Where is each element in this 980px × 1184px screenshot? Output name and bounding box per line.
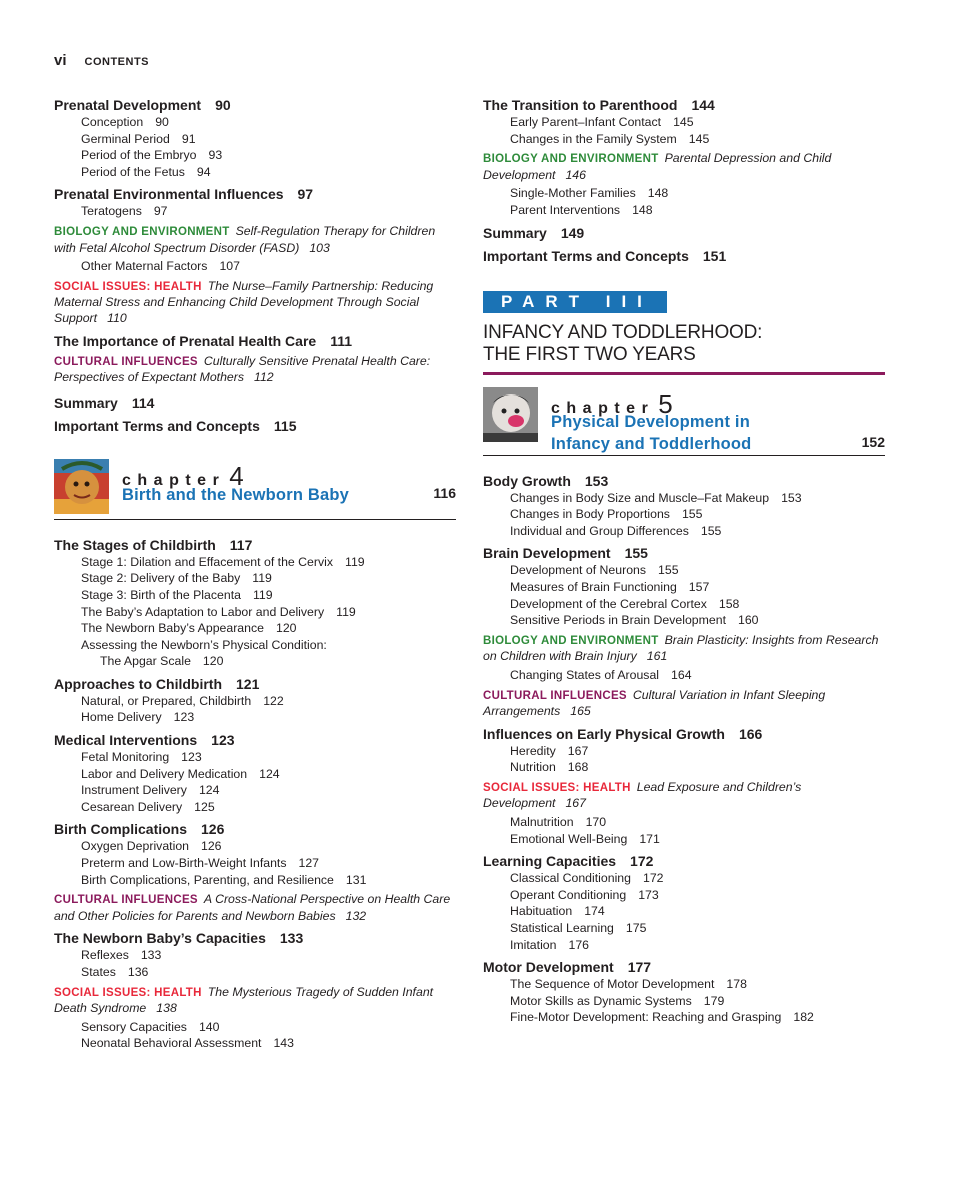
- toc-sub-entry[interactable]: The Baby’s Adaptation to Labor and Delivery 119: [81, 604, 356, 619]
- toc-sub-entry[interactable]: Parent Interventions 148: [510, 202, 653, 217]
- running-head: [54, 52, 149, 70]
- feature-label: BIOLOGY AND ENVIRONMENT: [483, 153, 659, 166]
- feature-box-entry[interactable]: SOCIAL ISSUES: HEALTH The Nurse–Family Partnership: Reducing Maternal Stress and Enhancing Child Development Through Social Support 110: [54, 278, 434, 325]
- toc-sub-entry[interactable]: Malnutrition 170: [510, 815, 607, 830]
- toc-main-entry[interactable]: Medical Interventions 123: [54, 732, 235, 749]
- chapter-title: Physical Development in Infancy and Toddlerhood: [551, 412, 752, 453]
- chapter-page: 116: [433, 484, 456, 501]
- toc-sub-entry[interactable]: Oxygen Deprivation 126: [81, 839, 222, 854]
- chapter-number: 5: [658, 388, 673, 419]
- toc-sub-entry[interactable]: Labor and Delivery Medication 124: [81, 766, 280, 781]
- toc-sub-entry[interactable]: Birth Complications, Parenting, and Resilience 131: [81, 872, 367, 887]
- chapter-thumbnail-image: [54, 459, 109, 514]
- toc-sub-entry[interactable]: Statistical Learning 175: [510, 921, 647, 936]
- toc-sub-entry[interactable]: Conception 90: [81, 115, 169, 129]
- toc-sub-entry[interactable]: Period of the Fetus 94: [81, 164, 211, 179]
- toc-sub-entry[interactable]: Stage 3: Birth of the Placenta 119: [81, 587, 273, 602]
- chapter-heading[interactable]: [54, 457, 456, 520]
- toc-main-entry[interactable]: Summary 149: [483, 224, 585, 241]
- feature-box-entry[interactable]: CULTURAL INFLUENCES Cultural Variation in Infant Sleeping Arrangements 165: [483, 687, 826, 719]
- toc-main-entry[interactable]: Influences on Early Physical Growth 166: [483, 725, 763, 742]
- toc-main-entry[interactable]: Prenatal Development 90: [54, 97, 231, 113]
- toc-sub-entry[interactable]: Stage 1: Dilation and Effacement of the Cervix 119: [81, 554, 365, 569]
- toc-main-entry[interactable]: Body Growth 153: [483, 472, 609, 489]
- toc-right-column: [483, 96, 885, 1026]
- part-title: INFANCY AND TODDLERHOOD: THE FIRST TWO YEARS: [483, 321, 763, 365]
- toc-sub-entry[interactable]: Home Delivery 123: [81, 710, 195, 725]
- toc-main-entry[interactable]: Summary 114: [54, 394, 155, 411]
- toc-sub-entry[interactable]: Germinal Period 91: [81, 131, 196, 146]
- toc-main-entry[interactable]: The Transition to Parenthood 144: [483, 97, 715, 113]
- page-number: vi: [54, 52, 67, 69]
- chapter-label: chapter 5: [551, 388, 673, 419]
- toc-sub-entry[interactable]: Other Maternal Factors 107: [81, 259, 240, 274]
- feature-label: CULTURAL INFLUENCES: [54, 355, 198, 368]
- toc-sub-entry[interactable]: Changing States of Arousal 164: [510, 667, 692, 682]
- running-head-title: CONTENTS: [84, 56, 150, 68]
- toc-sub-entry[interactable]: Early Parent–Infant Contact 145: [510, 115, 694, 129]
- toc-left-column: [54, 96, 456, 1052]
- toc-sub-entry[interactable]: Sensitive Periods in Brain Development 160: [510, 613, 759, 628]
- toc-sub-entry[interactable]: Changes in Body Size and Muscle–Fat Makeup 153: [510, 490, 802, 505]
- chapter-title: Birth and the Newborn Baby: [122, 485, 350, 504]
- toc-sub-entry[interactable]: Sensory Capacities 140: [81, 1019, 220, 1034]
- toc-sub-entry-continued[interactable]: The Apgar Scale 120: [100, 654, 224, 669]
- toc-sub-entry[interactable]: Changes in the Family System 145: [510, 131, 710, 146]
- toc-sub-entry[interactable]: Single-Mother Families 148: [510, 186, 669, 201]
- feature-label: SOCIAL ISSUES: HEALTH: [483, 781, 631, 794]
- chapter-thumbnail-image: [483, 387, 538, 442]
- chapter-label: chapter 4: [122, 460, 244, 491]
- toc-sub-entry[interactable]: Fetal Monitoring 123: [81, 750, 202, 765]
- part-label: PART III: [483, 291, 667, 313]
- chapter-heading[interactable]: [483, 385, 885, 456]
- toc-sub-entry[interactable]: Development of the Cerebral Cortex 158: [510, 596, 740, 611]
- toc-sub-entry[interactable]: The Sequence of Motor Development 178: [510, 977, 747, 992]
- feature-box-entry[interactable]: BIOLOGY AND ENVIRONMENT Parental Depression and Child Development 146: [483, 151, 832, 182]
- toc-sub-entry[interactable]: Fine-Motor Development: Reaching and Grasping 182: [510, 1010, 814, 1025]
- toc-sub-entry[interactable]: Measures of Brain Functioning 157: [510, 579, 710, 594]
- toc-main-entry[interactable]: Prenatal Environmental Influences 97: [54, 186, 314, 203]
- feature-box-entry[interactable]: SOCIAL ISSUES: HEALTH Lead Exposure and Children’s Development 167: [483, 779, 802, 811]
- feature-label: SOCIAL ISSUES: HEALTH: [54, 280, 202, 293]
- feature-label: CULTURAL INFLUENCES: [483, 689, 627, 702]
- toc-sub-entry[interactable]: Neonatal Behavioral Assessment 143: [81, 1036, 294, 1051]
- toc-sub-entry[interactable]: Development of Neurons 155: [510, 563, 679, 578]
- toc-sub-entry[interactable]: Nutrition 168: [510, 760, 589, 775]
- toc-sub-entry[interactable]: Motor Skills as Dynamic Systems 179: [510, 993, 725, 1008]
- toc-main-entry[interactable]: The Stages of Childbirth 117: [54, 536, 253, 553]
- feature-box-entry[interactable]: BIOLOGY AND ENVIRONMENT Brain Plasticity: Insights from Research on Children with Brain Injury 161: [483, 632, 879, 664]
- toc-sub-entry[interactable]: Classical Conditioning 172: [510, 871, 664, 886]
- toc-sub-entry[interactable]: Preterm and Low-Birth-Weight Infants 127: [81, 856, 320, 871]
- feature-box-entry[interactable]: CULTURAL INFLUENCES Culturally Sensitive Prenatal Health Care: Perspectives of Expectant Mothers 112: [54, 353, 431, 385]
- toc-sub-entry[interactable]: The Newborn Baby’s Appearance 120: [81, 621, 297, 636]
- toc-main-entry[interactable]: Approaches to Childbirth 121: [54, 675, 260, 692]
- toc-sub-entry[interactable]: States 136: [81, 965, 149, 979]
- toc-sub-entry[interactable]: Instrument Delivery 124: [81, 783, 220, 798]
- chapter-number: 4: [229, 460, 244, 491]
- part-heading[interactable]: [483, 291, 885, 375]
- feature-label: CULTURAL INFLUENCES: [54, 894, 198, 907]
- feature-box-entry[interactable]: CULTURAL INFLUENCES A Cross-National Perspective on Health Care and Other Policies for Parents and Newborn Babies 132: [54, 892, 451, 923]
- toc-main-entry[interactable]: Motor Development 177: [483, 959, 652, 976]
- toc-main-entry[interactable]: The Importance of Prenatal Health Care 111: [54, 332, 353, 349]
- toc-sub-entry[interactable]: Teratogens 97: [81, 204, 168, 219]
- feature-label: BIOLOGY AND ENVIRONMENT: [54, 225, 230, 238]
- chapter-page: 152: [861, 433, 885, 450]
- feature-box-entry[interactable]: SOCIAL ISSUES: HEALTH The Mysterious Tragedy of Sudden Infant Death Syndrome 138: [54, 984, 434, 1016]
- toc-sub-entry[interactable]: Operant Conditioning 173: [510, 887, 659, 902]
- toc-sub-entry[interactable]: Assessing the Newborn’s Physical Condition:: [81, 637, 327, 652]
- feature-label: BIOLOGY AND ENVIRONMENT: [483, 634, 659, 647]
- toc-sub-entry[interactable]: Stage 2: Delivery of the Baby 119: [81, 571, 272, 586]
- feature-box-entry[interactable]: BIOLOGY AND ENVIRONMENT Self-Regulation Therapy for Children with Fetal Alcohol Spectrum Disorder (FASD) 103: [54, 223, 436, 255]
- feature-label: SOCIAL ISSUES: HEALTH: [54, 986, 202, 999]
- toc-sub-entry[interactable]: Individual and Group Differences 155: [510, 523, 722, 538]
- toc-main-entry[interactable]: Brain Development 155: [483, 545, 648, 562]
- toc-main-entry[interactable]: Important Terms and Concepts 115: [54, 417, 297, 434]
- toc-sub-entry[interactable]: Habituation 174: [510, 904, 605, 919]
- toc-main-entry[interactable]: Learning Capacities 172: [483, 853, 654, 870]
- toc-sub-entry[interactable]: Emotional Well-Being 171: [510, 831, 660, 846]
- toc-main-entry[interactable]: Important Terms and Concepts 151: [483, 247, 727, 264]
- toc-sub-entry[interactable]: Period of the Embryo 93: [81, 148, 223, 163]
- toc-main-entry[interactable]: The Newborn Baby’s Capacities 133: [54, 930, 304, 947]
- toc-sub-entry[interactable]: Reflexes 133: [81, 948, 162, 963]
- toc-sub-entry[interactable]: Heredity 167: [510, 743, 589, 758]
- toc-sub-entry[interactable]: Natural, or Prepared, Childbirth 122: [81, 693, 284, 708]
- toc-sub-entry[interactable]: Changes in Body Proportions 155: [510, 507, 703, 522]
- toc-sub-entry[interactable]: Cesarean Delivery 125: [81, 799, 215, 814]
- toc-main-entry[interactable]: Birth Complications 126: [54, 821, 225, 838]
- toc-sub-entry[interactable]: Imitation 176: [510, 937, 590, 952]
